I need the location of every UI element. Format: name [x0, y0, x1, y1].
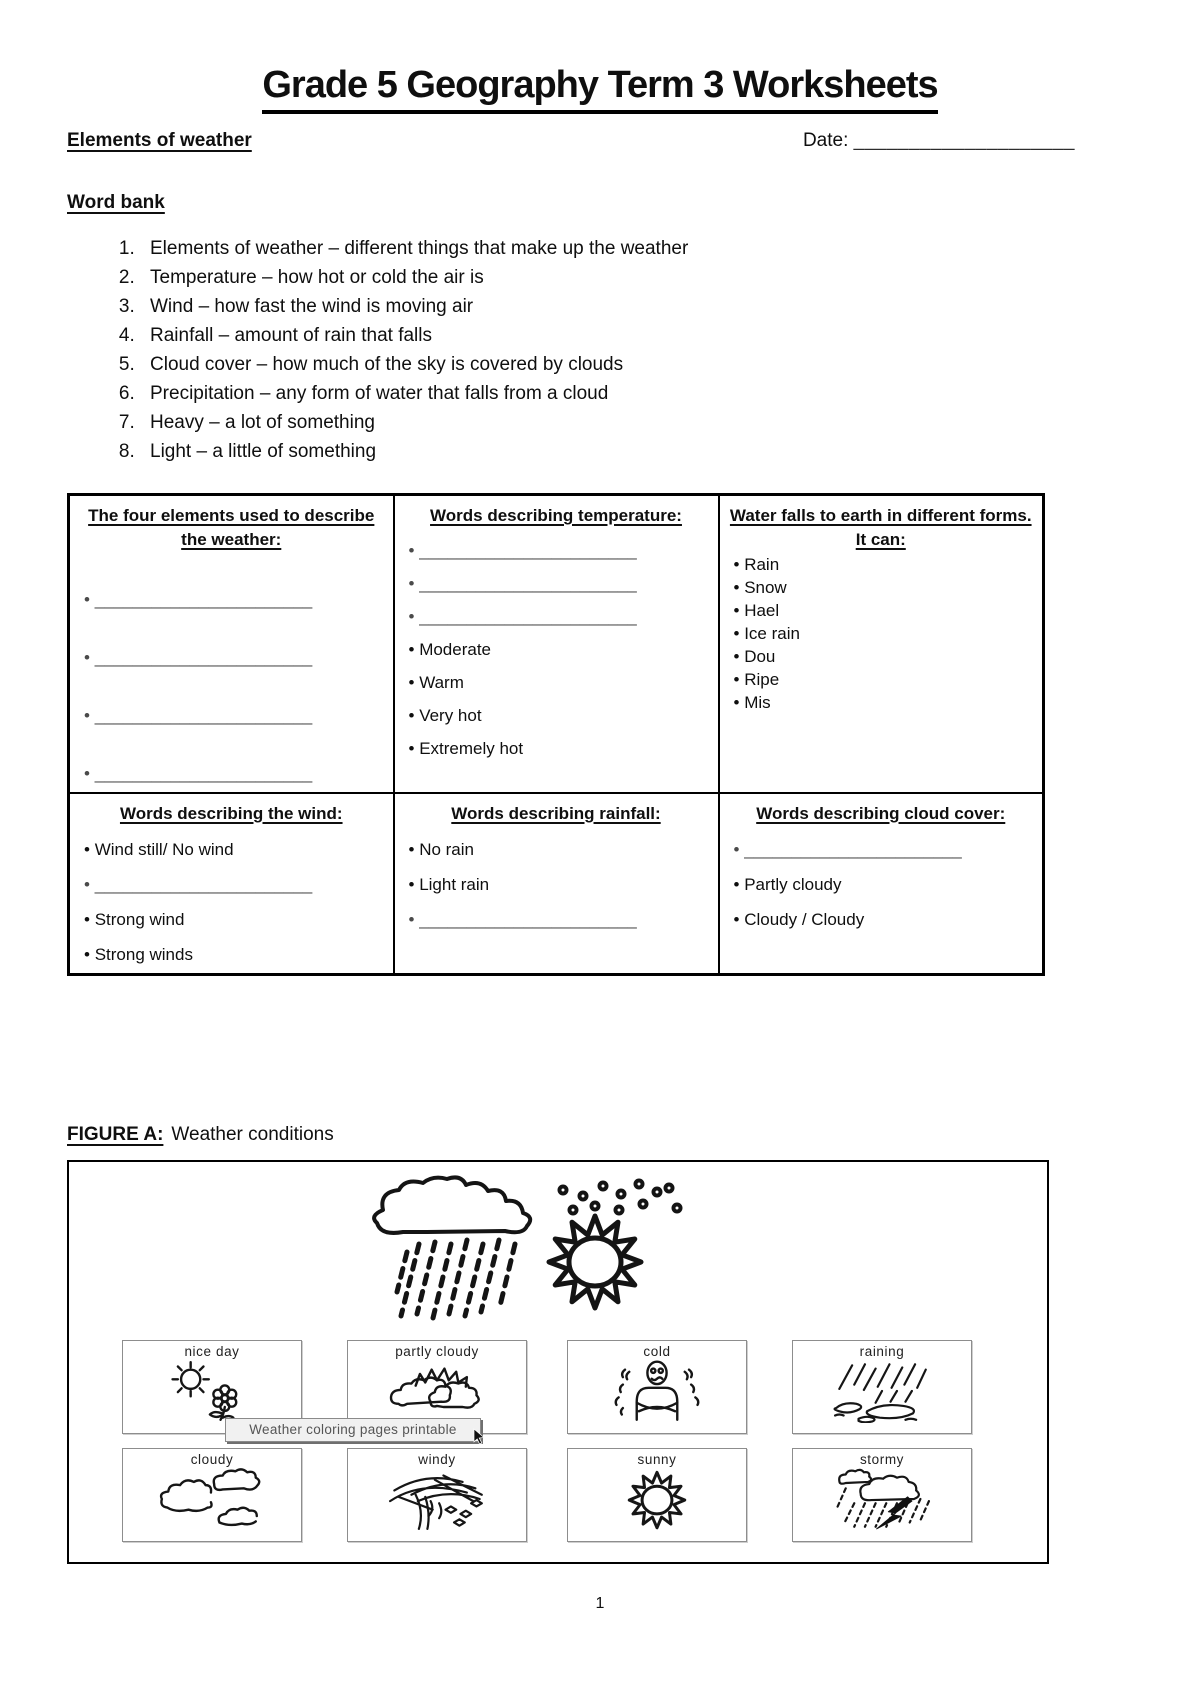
blank-line: • _______________________ [84, 764, 383, 784]
weather-card-label: nice day [184, 1344, 240, 1360]
word-bank-item: 8. Light – a little of something [140, 441, 1200, 463]
table-cell-four-elements [69, 495, 394, 793]
list-item: • Mis [734, 693, 1033, 713]
blank-line: • _______________________ [84, 706, 383, 726]
weather-card-label: cold [643, 1344, 671, 1360]
section-heading-elements-of-weather: Elements of weather [67, 130, 252, 151]
blank-line: • _______________________ [409, 607, 708, 627]
weather-card-raining [792, 1340, 972, 1434]
weather-card-label: sunny [637, 1452, 677, 1468]
word-bank-list [0, 238, 1200, 463]
shivering-person-icon [582, 1359, 732, 1423]
weather-card-label: windy [418, 1452, 456, 1468]
cell-title: Words describing temperature: [430, 506, 682, 525]
clouds-icon [137, 1467, 287, 1531]
rain-cloud-and-sun-art [367, 1174, 697, 1332]
wind-blown-tree-icon [362, 1467, 512, 1531]
figure-label: FIGURE A: [67, 1124, 164, 1146]
table-cell-wind [69, 793, 394, 975]
word-bank-item: 4. Rainfall – amount of rain that falls [140, 325, 1200, 347]
list-item: • Cloudy / Cloudy [734, 910, 1033, 930]
weather-card-cold [567, 1340, 747, 1434]
blank-line: • _______________________ [409, 574, 708, 594]
watermark-text: Weather coloring pages printable [249, 1422, 457, 1438]
list-item: • Strong winds [84, 945, 383, 965]
word-bank-item: 7. Heavy – a lot of something [140, 412, 1200, 434]
weather-card-label: partly cloudy [395, 1344, 479, 1360]
list-item: • No rain [409, 840, 708, 860]
weather-card-stormy [792, 1448, 972, 1542]
list-item: • Rain [734, 555, 1033, 575]
list-item: • Light rain [409, 875, 708, 895]
header-row [67, 130, 1133, 152]
cell-title: Words describing rainfall: [451, 803, 661, 823]
weather-card-label: cloudy [190, 1452, 234, 1468]
date-line [803, 130, 1075, 152]
cell-title: The four elements used to describe the weather: [88, 506, 375, 549]
blank-line: • _______________________ [84, 648, 383, 668]
sun-icon [582, 1467, 732, 1531]
list-item: • Very hot [409, 706, 708, 726]
weather-card-windy [347, 1448, 527, 1542]
weather-card-cloudy [122, 1448, 302, 1542]
word-bank-item: 6. Precipitation – any form of water that falls from a cloud [140, 383, 1200, 405]
page-title: Grade 5 Geography Term 3 Worksheets [262, 64, 937, 114]
weather-card-label: stormy [859, 1452, 905, 1468]
list-item: • Warm [409, 673, 708, 693]
watermark-banner [225, 1418, 481, 1442]
cell-title: Words describing the wind: [119, 803, 343, 823]
weather-card-sunny [567, 1448, 747, 1542]
word-bank-item: 3. Wind – how fast the wind is moving air [140, 296, 1200, 318]
date-blank: ____________________ [853, 130, 1075, 151]
page-number: 1 [595, 1595, 605, 1612]
table-cell-temperature [394, 495, 719, 793]
sun-and-flower-icon [137, 1359, 287, 1423]
weather-card-label: raining [859, 1344, 905, 1360]
word-bank-item: 1. Elements of weather – different things that make up the weather [140, 238, 1200, 260]
blank-line: • _______________________ [409, 910, 708, 930]
list-item: • Wind still/ No wind [84, 840, 383, 860]
blank-line: • _______________________ [84, 590, 383, 610]
figure-caption-text: Weather conditions [171, 1124, 334, 1146]
date-label: Date: [802, 130, 849, 151]
list-item: • Ice rain [734, 624, 1033, 644]
weather-words-table [67, 493, 1045, 976]
list-item: • Moderate [409, 640, 708, 660]
word-bank-item: 5. Cloud cover – how much of the sky is covered by clouds [140, 354, 1200, 376]
figure-a-box [67, 1160, 1049, 1564]
word-bank-item: 2. Temperature – how hot or cold the air is [140, 267, 1200, 289]
cell-title: Words describing cloud cover: [756, 803, 1006, 823]
list-item: • Strong wind [84, 910, 383, 930]
word-bank-heading: Word bank [67, 192, 165, 213]
list-item: • Dou [734, 647, 1033, 667]
list-item: • Extremely hot [409, 739, 708, 759]
list-item: • Snow [734, 578, 1033, 598]
list-item: • Hael [734, 601, 1033, 621]
mouse-cursor-icon [472, 1428, 486, 1445]
table-cell-cloud-cover [719, 793, 1044, 975]
storm-cloud-lightning-icon [807, 1467, 957, 1531]
table-cell-rainfall [394, 793, 719, 975]
rain-and-puddles-icon [807, 1359, 957, 1423]
list-item: • Partly cloudy [734, 875, 1033, 895]
sun-behind-clouds-icon [362, 1359, 512, 1423]
blank-line: • _______________________ [84, 875, 383, 895]
list-item: • Ripe [734, 670, 1033, 690]
blank-line: • _______________________ [409, 541, 708, 561]
cell-title: Water falls to earth in different forms. It can: [729, 506, 1032, 549]
figure-caption [67, 1124, 1133, 1146]
table-cell-precipitation-forms [719, 495, 1044, 793]
blank-line: • _______________________ [734, 840, 1033, 860]
